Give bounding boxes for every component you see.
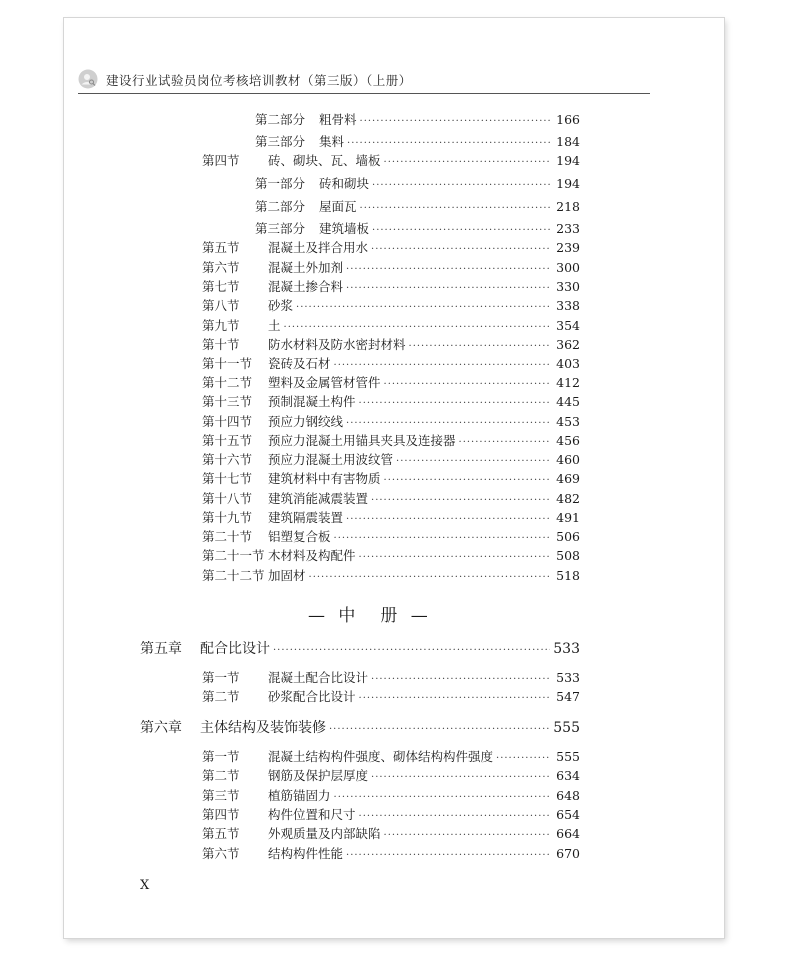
- toc-section-entry: [202, 153, 580, 171]
- toc-page-number: 654: [556, 807, 580, 822]
- toc-page-number: 194: [556, 176, 580, 191]
- toc-page-number: 412: [556, 375, 580, 390]
- toc-label: 预应力混凝土用锚具夹具及连接器: [268, 433, 456, 448]
- leader-dots: [371, 493, 551, 509]
- toc-number: 第十九节: [202, 510, 253, 525]
- toc-label: 主体结构及装饰装修: [200, 720, 326, 736]
- toc-section-entry: [202, 394, 580, 412]
- toc-number: 第四节: [202, 807, 240, 822]
- leader-dots: [346, 262, 551, 278]
- toc-page-number: 670: [556, 846, 580, 861]
- toc-page-number: 403: [556, 356, 580, 371]
- toc-label: 防水材料及防水密封材料: [268, 337, 406, 352]
- toc-page-number: 533: [556, 670, 580, 685]
- toc-label: 建筑隔震装置: [268, 510, 344, 525]
- toc-section-entry: [202, 788, 580, 806]
- leader-dots: [360, 114, 551, 130]
- leader-dots: [346, 416, 551, 432]
- toc-label: 钢筋及保护层厚度: [268, 768, 369, 783]
- toc-section-entry: [202, 529, 580, 547]
- leader-dots: [284, 320, 551, 336]
- toc-subpart: 第三部分: [255, 134, 306, 149]
- toc-subpart: 第二部分: [255, 112, 306, 127]
- leader-dots: [459, 435, 551, 451]
- toc-number: 第二十节: [202, 529, 253, 544]
- toc-label: 植筋锚固力: [268, 788, 331, 803]
- leader-dots: [309, 570, 551, 586]
- toc-page-number: 664: [556, 826, 580, 841]
- toc-part-entry: [255, 112, 580, 130]
- toc-page-number: 184: [556, 134, 580, 149]
- toc-number: 第十八节: [202, 491, 253, 506]
- toc-page-number: 453: [556, 414, 580, 429]
- toc-label: 结构构件性能: [268, 846, 344, 861]
- leader-dots: [372, 178, 551, 194]
- toc-section-entry: [202, 356, 580, 374]
- toc-number: 第九节: [202, 318, 240, 333]
- toc-part-entry: [255, 221, 580, 239]
- leader-dots: [371, 672, 551, 688]
- toc-chapter-entry: [140, 641, 580, 659]
- leader-dots: [359, 809, 551, 825]
- toc-number: 第一节: [202, 749, 240, 764]
- toc-section-entry: [202, 510, 580, 528]
- toc-number: 第三节: [202, 788, 240, 803]
- toc-section-entry: [202, 240, 580, 258]
- toc-number: 第二节: [202, 689, 240, 704]
- toc-label: 混凝土掺合料: [268, 279, 344, 294]
- toc-section-entry: [202, 491, 580, 509]
- toc-section-entry: [202, 670, 580, 688]
- toc-number: 第二十一节: [202, 548, 265, 563]
- toc-page-number: 239: [556, 240, 580, 255]
- toc-label: 土: [268, 318, 281, 333]
- toc-number: 第十七节: [202, 471, 253, 486]
- leader-dots: [384, 473, 551, 489]
- toc-number: 第二节: [202, 768, 240, 783]
- toc-number: 第十六节: [202, 452, 253, 467]
- leader-dots: [359, 396, 551, 412]
- leader-dots: [384, 377, 551, 393]
- toc-label: 铝塑复合板: [268, 529, 331, 544]
- toc-label: 混凝土结构构件强度、砌体结构构件强度: [268, 749, 494, 764]
- leader-dots: [346, 848, 551, 864]
- toc-number: 第四节: [202, 153, 240, 168]
- toc-label: 构件位置和尺寸: [268, 807, 356, 822]
- toc-page-number: 555: [556, 749, 580, 764]
- toc-section-entry: [202, 568, 580, 586]
- toc-label: 混凝土配合比设计: [268, 670, 369, 685]
- person-search-icon: [78, 69, 98, 89]
- toc-page-number: 533: [553, 641, 580, 657]
- toc-page-number: 506: [556, 529, 580, 544]
- toc-section-entry: [202, 807, 580, 825]
- toc-number: 第五节: [202, 826, 240, 841]
- toc-label: 混凝土及拌合用水: [268, 240, 369, 255]
- toc-number: 第十四节: [202, 414, 253, 429]
- toc-page-number: 460: [556, 452, 580, 467]
- toc-number: 第十二节: [202, 375, 253, 390]
- leader-dots: [496, 751, 551, 767]
- toc-page-number: 648: [556, 788, 580, 803]
- toc-number: 第七节: [202, 279, 240, 294]
- toc-part-entry: [255, 199, 580, 217]
- toc-label: 建筑墙板: [319, 221, 370, 236]
- leader-dots: [329, 722, 550, 738]
- toc-chapter-entry: [140, 720, 580, 738]
- toc-label: 加固材: [268, 568, 306, 583]
- page-folio: X: [140, 878, 150, 893]
- toc-number: 第十三节: [202, 394, 253, 409]
- leader-dots: [359, 550, 551, 566]
- leader-dots: [334, 358, 551, 374]
- toc-section-entry: [202, 375, 580, 393]
- toc-label: 瓷砖及石材: [268, 356, 331, 371]
- toc-label: 外观质量及内部缺陷: [268, 826, 381, 841]
- leader-dots: [360, 201, 551, 217]
- toc-page-number: 233: [556, 221, 580, 236]
- toc-label: 塑料及金属管材管件: [268, 375, 381, 390]
- toc-number: 第十五节: [202, 433, 253, 448]
- toc-page-number: 354: [556, 318, 580, 333]
- toc-page-number: 456: [556, 433, 580, 448]
- toc-section-entry: [202, 318, 580, 336]
- toc-label: 屋面瓦: [319, 199, 357, 214]
- toc-page-number: 338: [556, 298, 580, 313]
- toc-page-number: 194: [556, 153, 580, 168]
- toc-section-entry: [202, 260, 580, 278]
- toc-label: 配合比设计: [200, 641, 270, 657]
- toc-label: 砖、砌块、瓦、墙板: [268, 153, 381, 168]
- toc-section-entry: [202, 337, 580, 355]
- leader-dots: [347, 136, 551, 152]
- leader-dots: [384, 828, 551, 844]
- toc-section-entry: [202, 298, 580, 316]
- toc-number: 第一节: [202, 670, 240, 685]
- leader-dots: [296, 300, 551, 316]
- toc-number: 第二十二节: [202, 568, 265, 583]
- toc-subpart: 第二部分: [255, 199, 306, 214]
- toc-label: 木材料及构配件: [268, 548, 356, 563]
- toc-page-number: 330: [556, 279, 580, 294]
- leader-dots: [334, 790, 551, 806]
- toc-section-entry: [202, 826, 580, 844]
- toc-label: 建筑材料中有害物质: [268, 471, 381, 486]
- toc-label: 砖和砌块: [319, 176, 370, 191]
- toc-section-entry: [202, 846, 580, 864]
- toc-page-number: 166: [556, 112, 580, 127]
- toc-section-entry: [202, 548, 580, 566]
- toc-section-entry: [202, 749, 580, 767]
- leader-dots: [346, 512, 551, 528]
- toc-section-entry: [202, 452, 580, 470]
- toc-number: 第六节: [202, 260, 240, 275]
- toc-page-number: 469: [556, 471, 580, 486]
- leader-dots: [359, 691, 551, 707]
- toc-label: 砂浆: [268, 298, 294, 313]
- toc-page-number: 508: [556, 548, 580, 563]
- toc-label: 混凝土外加剂: [268, 260, 344, 275]
- toc-number: 第六章: [140, 720, 182, 736]
- toc-number: 第十一节: [202, 356, 253, 371]
- running-header: [78, 69, 650, 94]
- toc-page-number: 491: [556, 510, 580, 525]
- toc-section-entry: [202, 414, 580, 432]
- toc-label: 粗骨料: [319, 112, 357, 127]
- toc-page-number: 518: [556, 568, 580, 583]
- leader-dots: [396, 454, 551, 470]
- toc-page-number: 300: [556, 260, 580, 275]
- leader-dots: [334, 531, 551, 547]
- toc-page-number: 482: [556, 491, 580, 506]
- leader-dots: [371, 242, 551, 258]
- toc-number: 第五节: [202, 240, 240, 255]
- toc-section-entry: [202, 279, 580, 297]
- toc-page-number: 547: [556, 689, 580, 704]
- header-title: 建设行业试验员岗位考核培训教材（第三版）（上册）: [106, 73, 412, 88]
- volume-title: — 中 册 —: [308, 606, 432, 626]
- toc-section-entry: [202, 689, 580, 707]
- leader-dots: [346, 281, 551, 297]
- toc-subpart: 第三部分: [255, 221, 306, 236]
- leader-dots: [371, 770, 551, 786]
- toc-subpart: 第一部分: [255, 176, 306, 191]
- leader-dots: [372, 223, 551, 239]
- leader-dots: [384, 155, 551, 171]
- leader-dots: [409, 339, 551, 355]
- toc-number: 第八节: [202, 298, 240, 313]
- toc-number: 第五章: [140, 641, 182, 657]
- leader-dots: [273, 643, 550, 659]
- toc-label: 建筑消能减震装置: [268, 491, 369, 506]
- toc-page-number: 555: [553, 720, 580, 736]
- toc-section-entry: [202, 471, 580, 489]
- toc-part-entry: [255, 134, 580, 152]
- toc-label: 砂浆配合比设计: [268, 689, 356, 704]
- toc-number: 第六节: [202, 846, 240, 861]
- toc-label: 预应力钢绞线: [268, 414, 344, 429]
- toc-number: 第十节: [202, 337, 240, 352]
- toc-page-number: 634: [556, 768, 580, 783]
- toc-section-entry: [202, 768, 580, 786]
- toc-label: 预制混凝土构件: [268, 394, 356, 409]
- toc-part-entry: [255, 176, 580, 194]
- toc-label: 预应力混凝土用波纹管: [268, 452, 394, 467]
- toc-page-number: 362: [556, 337, 580, 352]
- toc-section-entry: [202, 433, 580, 451]
- toc-page-number: 218: [556, 199, 580, 214]
- toc-page-number: 445: [556, 394, 580, 409]
- toc-label: 集料: [319, 134, 345, 149]
